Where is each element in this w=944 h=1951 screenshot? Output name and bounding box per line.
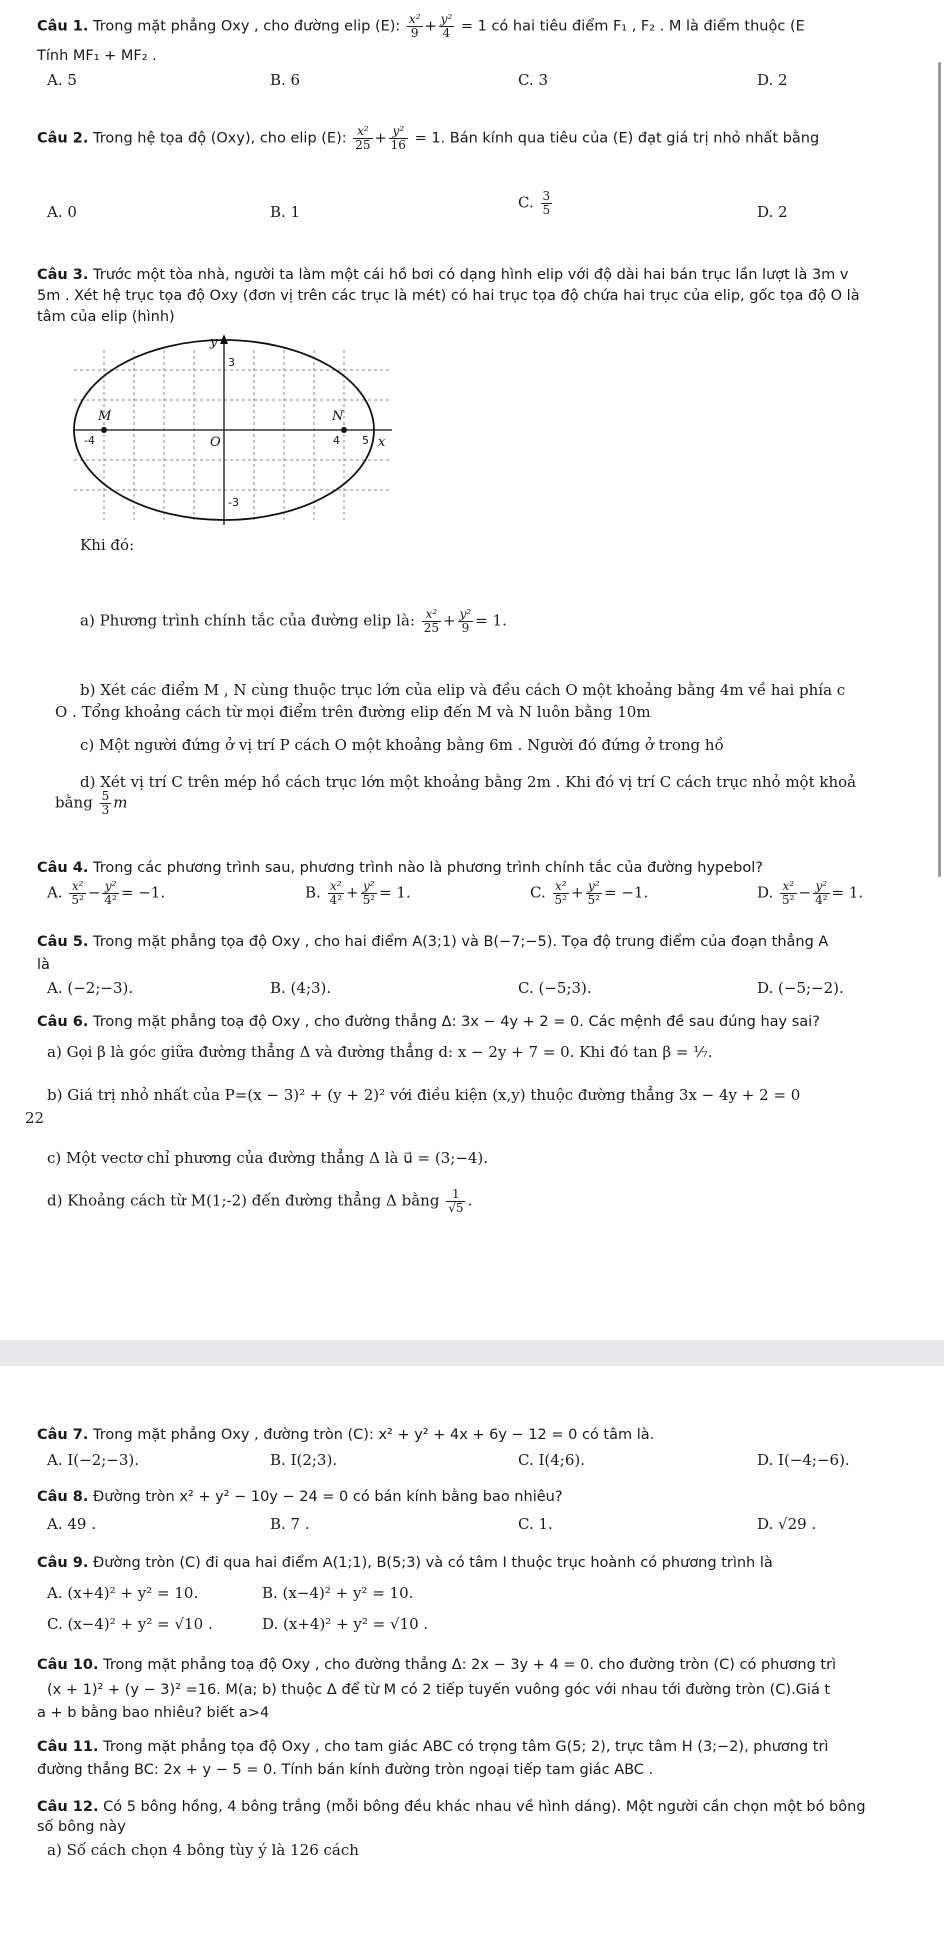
q2-option-c-num: 3 — [542, 189, 551, 203]
q3-d2-text: bằng — [55, 793, 93, 812]
question-7 — [37, 1425, 654, 1445]
q8-option-c: C. 1. — [518, 1515, 553, 1533]
q7-label: Câu 7. — [37, 1427, 89, 1443]
label-y: y — [210, 335, 218, 350]
q1-frac-y: $\frac{\text{y²}}{4}$ — [440, 12, 453, 40]
question-3 — [37, 265, 849, 285]
q3-statement-a: a) Phương trình chính tắc của đường elip là: $\frac{\text{x²}}{25}$ + $\frac{\text{y²}}{9}$ = 1. — [80, 607, 507, 635]
q3-line1: Trước một tòa nhà, người ta làm một cái hồ bơi có dạng hình elip với độ dài hai bán trục lần lượt là 3m v — [93, 267, 849, 283]
q12-label: Câu 12. — [37, 1799, 99, 1815]
q4-c-rhs: = −1. — [603, 883, 649, 902]
q1-frac-x: $\frac{\text{x²}}{9}$ — [408, 12, 421, 40]
label-x: x — [378, 435, 386, 450]
q1-option-a: A. 5 — [47, 71, 77, 89]
q2-label: Câu 2. — [37, 130, 89, 147]
q6-d-frac — [446, 1188, 465, 1215]
q5-text: Trong mặt phẳng tọa độ Oxy , cho hai điểm A(3;1) và B(−7;−5). Tọa độ trung điểm của đoạn thẳng A — [93, 934, 829, 950]
q11-line2: đường thẳng BC: 2x + y − 5 = 0. Tính bán kính đường tròn ngoại tiếp tam giác ABC . — [37, 1762, 654, 1778]
point-m — [101, 427, 107, 433]
q6-d-text: d) Khoảng cách từ M(1;-2) đến đường thẳng Δ bằng — [47, 1191, 440, 1210]
q4-b-rhs: = 1. — [379, 883, 411, 902]
q3-label: Câu 3. — [37, 267, 89, 283]
q3-line2: 5m . Xét hệ trục tọa độ Oxy (đơn vị trên các trục là mét) có hai trục tọa độ chứa hai trục của elip, gốc tọa độ O là — [37, 288, 860, 304]
q4-d-label: D. — [757, 883, 774, 902]
q6-statement-c: c) Một vectơ chỉ phương của đường thẳng Δ là u⃗ = (3;−4). — [47, 1149, 489, 1167]
q2-option-b: B. 1 — [270, 203, 301, 221]
q4-a-rhs: = −1. — [120, 883, 166, 902]
q8-option-d: D. √29 . — [757, 1515, 817, 1533]
q2-option-c — [518, 190, 554, 217]
q3-a-text: a) Phương trình chính tắc của đường elip là: — [80, 611, 415, 630]
question-2: Câu 2. Trong hệ tọa độ (Oxy), cho elip (E): $\frac{\text{x²}}{25}$ + $\frac{\text{y²}}{16}$ = 1. Bán kính qua tiêu của (E) đạt giá trị nhỏ nhất bằng — [37, 124, 820, 152]
q4-option-d: D. $\frac{\text{x²}}{\text{5²}}$ − $\frac{\text{y²}}{\text{4²}}$ = 1. — [757, 879, 864, 907]
q4-c-label: C. — [530, 883, 546, 902]
q11-label: Câu 11. — [37, 1739, 99, 1755]
q3-a-frac-x: $\frac{\text{x²}}{25}$ — [423, 607, 440, 635]
question-12 — [37, 1797, 866, 1817]
q5-option-c: C. (−5;3). — [518, 979, 592, 997]
q3-line3: tâm của elip (hình) — [37, 309, 175, 325]
q1-line2: Tính MF₁ + MF₂ . — [37, 48, 157, 64]
vertical-scrollbar[interactable] — [938, 62, 941, 877]
page-divider — [0, 1340, 944, 1366]
q3-statement-b: b) Xét các điểm M , N cùng thuộc trục lớn của elip và đều cách O một khoảng bằng 4m về hai phía c — [80, 681, 846, 699]
q10-text: Trong mặt phẳng toạ độ Oxy , cho đường thẳng Δ: 2x − 3y + 4 = 0. cho đường tròn (C) có phương trì — [103, 1657, 837, 1673]
q9-option-c: C. (x−4)² + y² = √10 . — [47, 1615, 213, 1633]
q3-statement-d2 — [55, 790, 127, 817]
question-5 — [37, 932, 828, 952]
q3-d2-unit: m — [113, 793, 128, 812]
tick-neg3: -3 — [228, 496, 239, 509]
q1-label: Câu 1. — [37, 18, 89, 35]
q7-option-b: B. I(2;3). — [270, 1451, 338, 1469]
q6-label: Câu 6. — [37, 1014, 89, 1030]
q7-option-c: C. I(4;6). — [518, 1451, 586, 1469]
q8-label: Câu 8. — [37, 1489, 89, 1505]
question-11 — [37, 1737, 828, 1757]
ellipse-figure — [70, 330, 400, 530]
q5-option-a: A. (−2;−3). — [47, 979, 134, 997]
q1-option-d: D. 2 — [757, 71, 788, 89]
q6-d-num: 1 — [446, 1188, 465, 1202]
q3-khi-do: Khi đó: — [80, 536, 135, 554]
q6-d-den: √5 — [448, 1201, 464, 1215]
q3-statement-b2: O . Tổng khoảng cách từ mọi điểm trên đường elip đến M và N luôn bằng 10m — [55, 703, 651, 721]
q2-text: Trong hệ tọa độ (Oxy), cho elip (E): — [93, 130, 347, 147]
q11-text: Trong mặt phẳng tọa độ Oxy , cho tam giác ABC có trọng tâm G(5; 2), trực tâm H (3;−2), phương trì — [103, 1739, 829, 1755]
q5-option-d: D. (−5;−2). — [757, 979, 844, 997]
q6-text: Trong mặt phẳng toạ độ Oxy , cho đường thẳng Δ: 3x − 4y + 2 = 0. Các mệnh đề sau đúng hay sai? — [93, 1014, 820, 1030]
q9-option-d: D. (x+4)² + y² = √10 . — [262, 1615, 429, 1633]
q4-label: Câu 4. — [37, 860, 89, 876]
q2-eq-tail: = 1. Bán kính qua tiêu của (E) đạt giá trị nhỏ nhất bằng — [414, 130, 820, 147]
q2-option-d: D. 2 — [757, 203, 788, 221]
question-8 — [37, 1487, 563, 1507]
q12-statement-a: a) Số cách chọn 4 bông tùy ý là 126 cách — [47, 1841, 359, 1859]
point-n — [341, 427, 347, 433]
question-1: Câu 1. Trong mặt phẳng Oxy , cho đường elip (E): $\frac{\text{x²}}{9}$ + $\frac{\text{y²}}{4}$ = 1 có hai tiêu điểm F₁ , F₂ . M là điểm thuộc (E — [37, 12, 805, 40]
q7-option-a: A. I(−2;−3). — [47, 1451, 140, 1469]
tick-3: 3 — [228, 356, 235, 369]
q1-text: Trong mặt phẳng Oxy , cho đường elip (E): — [93, 18, 401, 35]
q3-d2-num: 5 — [101, 789, 110, 803]
q5-label: Câu 5. — [37, 934, 89, 950]
q9-option-b: B. (x−4)² + y² = 10. — [262, 1584, 414, 1602]
q2-option-c-den: 5 — [542, 203, 551, 217]
question-9 — [37, 1553, 773, 1573]
q9-text: Đường tròn (C) đi qua hai điểm A(1;1), B(5;3) và có tâm I thuộc trục hoành có phương trình là — [93, 1555, 773, 1571]
q8-option-b: B. 7 . — [270, 1515, 310, 1533]
q6-statement-b: b) Giá trị nhỏ nhất của P=(x − 3)² + (y + 2)² với điều kiện (x,y) thuộc đường thẳng 3x − 4y + 2 = 0 — [47, 1086, 801, 1104]
q4-option-a: A. $\frac{\text{x²}}{\text{5²}}$ − $\frac{\text{y²}}{\text{4²}}$ = −1. — [47, 879, 166, 907]
q10-line3: a + b bằng bao nhiêu? biết a>4 — [37, 1705, 270, 1721]
q7-text: Trong mặt phẳng Oxy , đường tròn (C): x² + y² + 4x + 6y − 12 = 0 có tâm là. — [93, 1427, 655, 1443]
label-n: N — [332, 409, 344, 424]
q4-a-label: A. — [47, 883, 63, 902]
q9-option-a: A. (x+4)² + y² = 10. — [47, 1584, 199, 1602]
q4-option-c: C. $\frac{\text{x²}}{\text{5²}}$ + $\frac{\text{y²}}{\text{5²}}$ = −1. — [530, 879, 649, 907]
q12-line2: số bông này — [37, 1819, 126, 1835]
q9-label: Câu 9. — [37, 1555, 89, 1571]
label-o: O — [210, 435, 221, 450]
q2-frac-y: $\frac{\text{y²}}{16}$ — [390, 124, 406, 152]
q8-text: Đường tròn x² + y² − 10y − 24 = 0 có bán kính bằng bao nhiêu? — [93, 1489, 563, 1505]
q4-b-label: B. — [305, 883, 321, 902]
q3-statement-d: d) Xét vị trí C trên mép hồ cách trục lớn một khoảng bằng 2m . Khi đó vị trí C cách trục nhỏ một khoả — [80, 773, 857, 791]
q6-statement-b2: 22 — [25, 1109, 45, 1127]
q4-d-rhs: = 1. — [831, 883, 864, 902]
q2-option-c-frac — [541, 190, 553, 217]
q4-option-b: B. $\frac{\text{x²}}{\text{4²}}$ + $\frac{\text{y²}}{\text{5²}}$ = 1. — [305, 879, 411, 907]
q1-option-b: B. 6 — [270, 71, 301, 89]
tick-5: 5 — [362, 434, 369, 447]
q2-option-a: A. 0 — [47, 203, 77, 221]
q2-frac-x: $\frac{\text{x²}}{25}$ — [355, 124, 371, 152]
tick-neg4: -4 — [84, 434, 95, 447]
q4-text: Trong các phương trình sau, phương trình nào là phương trình chính tắc của đường hypebol? — [93, 860, 763, 876]
q3-d2-den: 3 — [101, 803, 110, 817]
q1-option-c: C. 3 — [518, 71, 549, 89]
q10-line2: (x + 1)² + (y − 3)² =16. M(a; b) thuộc Δ để từ M có 2 tiếp tuyến vuông góc với nhau tới đường tròn (C).Giá t — [47, 1682, 831, 1698]
y-axis-arrow-icon — [220, 334, 228, 344]
q8-option-a: A. 49 . — [47, 1515, 96, 1533]
q7-option-d: D. I(−4;−6). — [757, 1451, 850, 1469]
question-10 — [37, 1655, 836, 1675]
q10-label: Câu 10. — [37, 1657, 99, 1673]
q3-statement-c: c) Một người đứng ở vị trí P cách O một khoảng bằng 6m . Người đó đứng ở trong hồ — [80, 736, 724, 754]
tick-4: 4 — [333, 434, 340, 447]
q12-text: Có 5 bông hồng, 4 bông trắng (mỗi bông đều khác nhau về hình dáng). Một người cần chọn một bó bông — [103, 1799, 866, 1815]
q3-a-frac-y: $\frac{\text{y²}}{9}$ — [459, 607, 472, 635]
question-6 — [37, 1012, 820, 1032]
q1-eq-tail: = 1 có hai tiêu điểm F₁ , F₂ . M là điểm thuộc (E — [460, 18, 805, 35]
q5-line2: là — [37, 957, 50, 973]
q6-statement-a: a) Gọi β là góc giữa đường thẳng Δ và đường thẳng d: x − 2y + 7 = 0. Khi đó tan β = ¹⁄₇. — [47, 1043, 713, 1061]
q5-option-b: B. (4;3). — [270, 979, 332, 997]
label-m: M — [98, 409, 112, 424]
q2-option-c-label: C. — [518, 193, 534, 212]
q6-statement-d: d) Khoảng cách từ M(1;-2) đến đường thẳng Δ bằng $\frac{1}{√5}$ . — [47, 1187, 473, 1215]
question-4 — [37, 858, 763, 878]
q3-d2-frac — [100, 790, 112, 817]
